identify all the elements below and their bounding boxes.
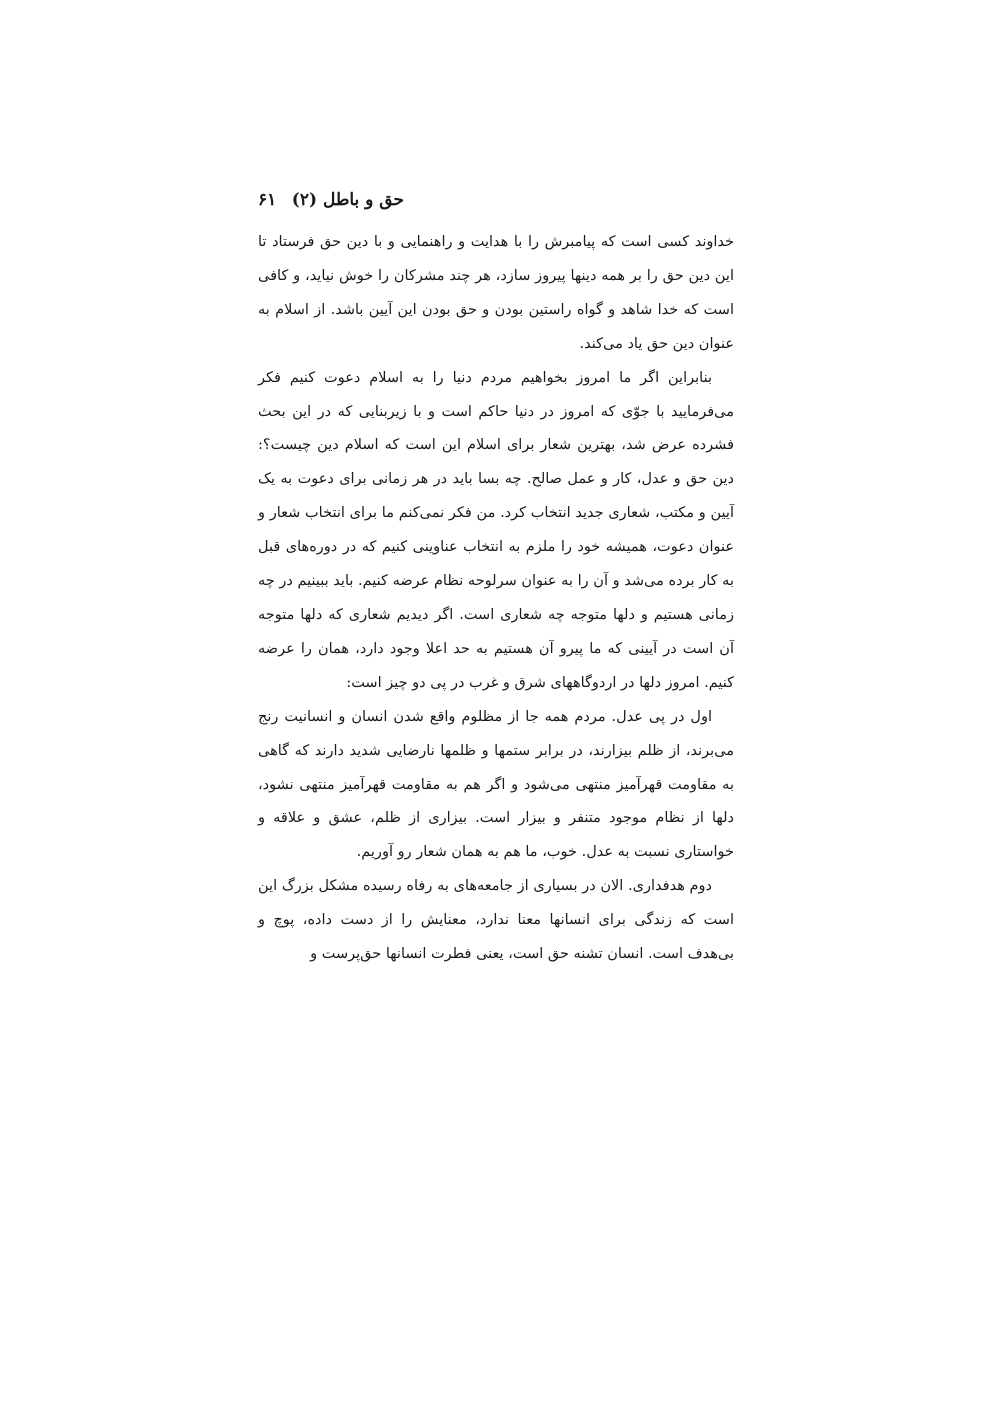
paragraph-1: خداوند کسی است که پیامبرش را با هدایت و راهنمایی و با دین حق فرستاد تا این دین حق را بر همه دینها پیروز سازد، هر چند مشرکان را خوش نیاید، و کافی است که خدا شاهد و گواه راستین بودن و حق بودن این آیین باشد. از اسلام به عنوان دین حق یاد می‌کند. [258, 234, 734, 352]
body-text [258, 226, 734, 972]
page-number: ۶۱ [258, 190, 277, 210]
chapter-title: حق و باطل (۲) [291, 190, 404, 210]
paragraph-4: دوم هدفداری. الان در بسیاری از جامعه‌های به رفاه رسیده مشکل بزرگ این است که زندگی برای انسانها معنا ندارد، معنایش را از دست داده، پوچ و بی‌هدف است. انسان تشنه حق است، یعنی فطرت انسانها حق‌پرست و [258, 878, 734, 963]
paragraph-2: بنابراین اگر ما امروز بخواهیم مردم دنیا را به اسلام دعوت کنیم فکر می‌فرمایید با جوّی که امروز در دنیا حاکم است و با زیربنایی که در این بحث فشرده عرض شد، بهترین شعار برای اسلام این است که اسلام دین چیست؟: دین حق و عدل، کار و عمل صالح. چه بسا باید در هر زمانی برای دعوت به یک آیین و مکتب، شعاری جدید انتخاب کرد. من فکر نمی‌کنم ما برای انتخاب شعار و عنوان دعوت، همیشه خود را ملزم به انتخاب عناوینی کنیم که در دوره‌های قبل به کار برده می‌شد و آن را به عنوان سرلوحه نظام عرضه کنیم. باید ببینیم در چه زمانی هستیم و دلها متوجه چه شعاری است. اگر دیدیم شعاری که دلها متوجه آن است در آیینی که ما پیرو آن هستیم به حد اعلا وجود دارد، همان را عرضه کنیم. امروز دلها در اردوگاههای شرق و غرب در پی دو چیز است: [258, 369, 734, 691]
paragraph-3: اول در پی عدل. مردم همه جا از مظلوم واقع شدن انسان و انسانیت رنج می‌برند، از ظلم بیزارند، در برابر ستمها و ظلمها نارضایی شدید دارند که گاهی به مقاومت قهرآمیز منتهی می‌شود و اگر هم به مقاومت قهرآمیز منتهی نشود، دلها از نظام موجود متنفر و بیزار است. بیزاری از ظلم، عشق و علاقه و خواستاری نسبت به عدل. خوب، ما هم به همان شعار رو آوریم. [258, 708, 734, 861]
running-header [258, 186, 734, 214]
